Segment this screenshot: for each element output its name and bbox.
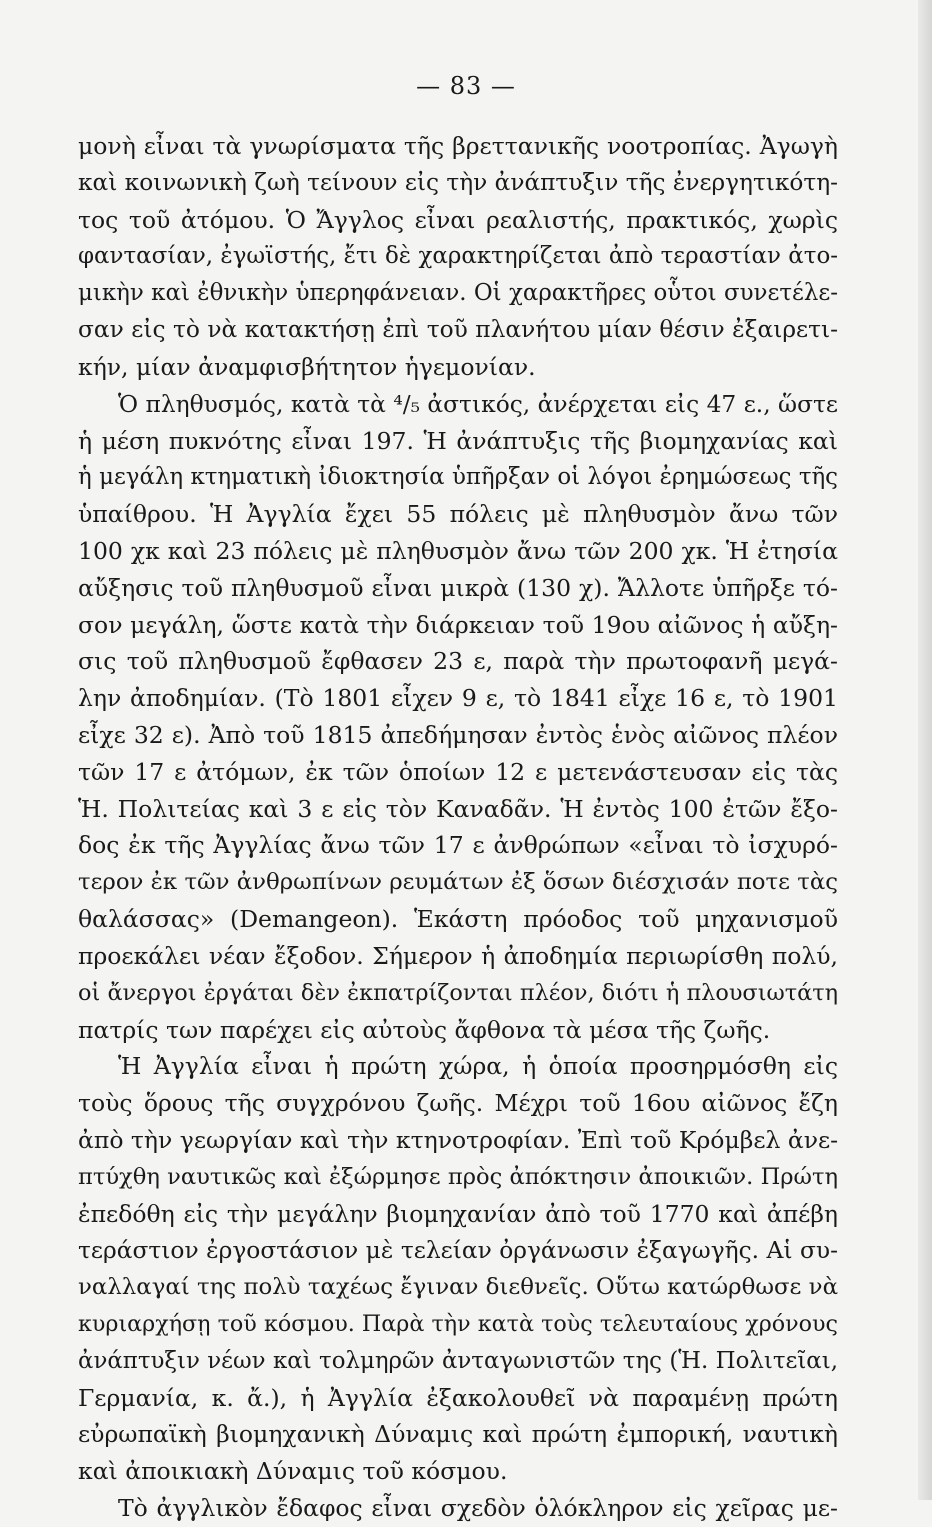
text-line: καὶ ἀποικιακὴ Δύναμις τοῦ κόσμου. bbox=[78, 1457, 508, 1486]
text-line: κυριαρχήσῃ τοῦ κόσμου. Παρὰ τὴν κατὰ τοὺς τελευταίους χρόνους bbox=[78, 1311, 838, 1337]
text-line: τῶν 17 ε ἀτόμων, ἐκ τῶν ὁποίων 12 ε μετενάστευσαν εἰς τὰς bbox=[78, 757, 838, 786]
text-line: ἀπὸ τὴν γεωργίαν καὶ τὴν κτηνοτροφίαν. Ἐπὶ τοῦ Κρόμβελ ἀνε- bbox=[78, 1125, 839, 1154]
text-line: δος ἐκ τῆς Ἀγγλίας ἄνω τῶν 17 ε ἀνθρώπων «εἶναι τὸ ἰσχυρό- bbox=[78, 831, 838, 860]
text-line: ὑπαίθρου. Ἡ Ἀγγλία ἔχει 55 πόλεις μὲ πληθυσμὸν ἄνω τῶν bbox=[78, 500, 838, 529]
text-line: μονὴ εἶναι τὰ γνωρίσματα τῆς βρεττανικῆς νοοτροπίας. Ἀγωγὴ bbox=[78, 132, 838, 160]
text-line: ἀνάπτυξιν νέων καὶ τολμηρῶν ἀνταγωνιστῶν της (Ἡ. Πολιτεῖαι, bbox=[78, 1347, 838, 1374]
text-line: πτύχθη ναυτικῶς καὶ ἐξώρμησε πρὸς ἀπόκτησιν ἀποικιῶν. Πρώτη bbox=[78, 1163, 838, 1190]
text-line: μικὴν καὶ ἐθνικὴν ὑπερηφάνειαν. Οἱ χαρακτῆρες οὗτοι συνετέλε- bbox=[78, 280, 838, 307]
text-line: 100 χκ καὶ 23 πόλεις μὲ πληθυσμὸν ἄνω τῶν 200 χκ. Ἡ ἐτησία bbox=[78, 536, 838, 565]
text-line: Γερμανία, κ. ἄ.), ἡ Ἀγγλία ἐξακολουθεῖ νὰ παραμένῃ πρώτη bbox=[78, 1383, 838, 1412]
text-line: Ἡ Ἀγγλία εἶναι ἡ πρώτη χώρα, ἡ ὁποία προσηρμόσθη εἰς bbox=[118, 1052, 838, 1081]
text-line: εἶχε 32 ε). Ἀπὸ τοῦ 1815 ἀπεδήμησαν ἐντὸς ἑνὸς αἰῶνος πλέον bbox=[78, 721, 838, 749]
text-line: ἐπεδόθη εἰς τὴν μεγάλην βιομηχανίαν ἀπὸ τοῦ 1770 καὶ ἀπέβη bbox=[78, 1199, 838, 1228]
text-line: αὔξησις τοῦ πληθυσμοῦ εἶναι μικρὰ (130 χ). Ἄλλοτε ὑπῆρξε τό- bbox=[78, 573, 838, 602]
text-line: ἡ μέση πυκνότης εἶναι 197. Ἡ ἀνάπτυξις τῆς βιομηχανίας καὶ bbox=[78, 426, 838, 455]
text-line: Ἡ. Πολιτείας καὶ 3 ε εἰς τὸν Καναδᾶν. Ἡ ἐντὸς 100 ἐτῶν ἔξο- bbox=[78, 794, 838, 823]
text-line: προεκάλει νέαν ἔξοδον. Σήμερον ἡ ἀποδημία περιωρίσθη πολύ, bbox=[78, 941, 838, 970]
text-line: εὐρωπαϊκὴ βιομηχανικὴ Δύναμις καὶ πρώτη ἐμπορική, ναυτικὴ bbox=[78, 1420, 838, 1449]
text-line: Τὸ ἀγγλικὸν ἔδαφος εἶναι σχεδὸν ὁλόκληρον εἰς χεῖρας με- bbox=[118, 1494, 838, 1523]
text-line: πατρίς των παρέχει εἰς αὐτοὺς ἄφθονα τὰ μέσα τῆς ζωῆς. bbox=[78, 1015, 771, 1044]
text-line: ναλλαγαί της πολὺ ταχέως ἔγιναν διεθνεῖς. Οὕτω κατώρθωσε νὰ bbox=[78, 1274, 838, 1301]
body-text bbox=[78, 128, 838, 1527]
page-edge bbox=[918, 0, 932, 1500]
text-line: τοὺς ὅρους τῆς συγχρόνου ζωῆς. Μέχρι τοῦ 16ου αἰῶνος ἔζη bbox=[78, 1089, 838, 1118]
text-line: τερον ἐκ τῶν ἀνθρωπίνων ρευμάτων ἐξ ὅσων διέσχισάν ποτε τὰς bbox=[78, 869, 838, 896]
text-line: λην ἀποδημίαν. (Τὸ 1801 εἶχεν 9 ε, τὸ 1841 εἶχε 16 ε, τὸ 1901 bbox=[78, 684, 838, 713]
text-line: σον μεγάλη, ὥστε κατὰ τὴν διάρκειαν τοῦ 19ου αἰῶνος ἡ αὔξη- bbox=[78, 610, 838, 639]
text-line: κήν, μίαν ἀναμφισβήτητον ἡγεμονίαν. bbox=[78, 352, 536, 381]
text-line: τεράστιον ἐργοστάσιον μὲ τελείαν ὀργάνωσιν ἐξαγωγῆς. Αἱ συ- bbox=[78, 1236, 838, 1265]
text-line: θαλάσσας» (Demangeon). Ἑκάστη πρόοδος τοῦ μηχανισμοῦ bbox=[78, 905, 838, 934]
text-line: Ὁ πληθυσμός, κατὰ τὰ ⁴/₅ ἀστικός, ἀνέρχεται εἰς 47 ε., ὥστε bbox=[118, 389, 838, 418]
text-line: σαν εἰς τὸ νὰ κατακτήσῃ ἐπὶ τοῦ πλανήτου μίαν θέσιν ἐξαιρετι- bbox=[78, 316, 838, 344]
text-line: σις τοῦ πληθυσμοῦ ἔφθασεν 23 ε, παρὰ τὴν πρωτοφανῆ μεγά- bbox=[78, 647, 838, 676]
text-line: φαντασίαν, ἐγωϊστής, ἔτι δὲ χαρακτηρίζεται ἀπὸ τεραστίαν ἀτο- bbox=[78, 243, 838, 270]
text-line: ἡ μεγάλη κτηματικὴ ἰδιοκτησία ὑπῆρξαν οἱ λόγοι ἐρημώσεως τῆς bbox=[78, 464, 838, 491]
page-number: — 83 — bbox=[416, 72, 516, 100]
text-line: οἱ ἄνεργοι ἐργάται δὲν ἐκπατρίζονται πλέον, διότι ἡ πλουσιωτάτη bbox=[78, 979, 838, 1006]
text-line: καὶ κοινωνικὴ ζωὴ τείνουν εἰς τὴν ἀνάπτυξιν τῆς ἐνεργητικότη- bbox=[78, 168, 838, 196]
text-line: τος τοῦ ἀτόμου. Ὁ Ἄγγλος εἶναι ρεαλιστής, πρακτικός, χωρὶς bbox=[78, 205, 838, 234]
